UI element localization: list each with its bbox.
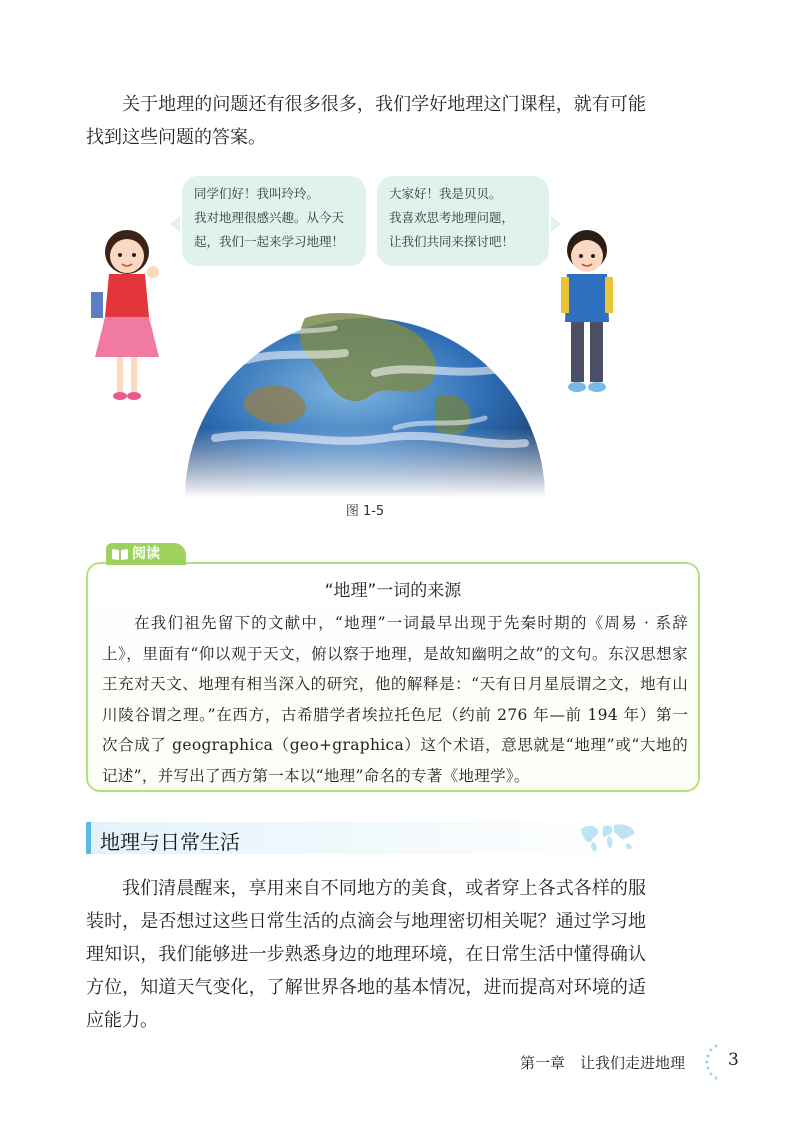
page-number: 3 <box>728 1050 739 1070</box>
reading-tag-label: 阅读 <box>132 546 160 562</box>
section-title: 地理与日常生活 <box>100 830 240 854</box>
bubble-line: 起，我们一起来学习地理！ <box>194 234 345 249</box>
bubble-line: 让我们共同来探讨吧！ <box>389 234 515 249</box>
world-map-icon <box>578 820 638 854</box>
reading-title: “地理”一词的来源 <box>324 581 462 601</box>
girl-illustration <box>87 222 167 412</box>
figure-1-5 <box>85 170 645 530</box>
bubble-line: 大家好！我是贝贝。 <box>389 186 502 201</box>
reading-box <box>86 562 700 792</box>
section-accent-bar <box>86 822 91 854</box>
reading-body: 在我们祖先留下的文献中，“地理”一词最早出现于先秦时期的《周易 · 系辞上》，里面有“仰以观于天文，俯以察于地理，是故知幽明之故”的文句。东汉思想家王充对天文、地理有相当深入的研究，他的解释是：“天有日月星辰谓之文，地有山川陵谷谓之理。”在西方，古希腊学者埃拉托色尼（约前 276 年—前 194 年）第一次合成了 geographica（geo+graphica）这个术语，意思就是“地理”或“大地的记述”，并写出了西方第一本以“地理”命名的专著《地理学》。 <box>102 614 688 785</box>
footer-chapter-title: 第一章 让我们走进地理 <box>520 1054 686 1072</box>
speech-bubble-beibei <box>377 176 549 266</box>
daily-life-paragraph: 我们清晨醒来，享用来自不同地方的美食，或者穿上各式各样的服装时，是否想过这些日常生活的点滴会与地理密切相关呢？通过学习地理知识，我们能够进一步熟悉身边的地理环境，在日常生活中懂得确认方位，知道天气变化，了解世界各地的基本情况，进而提高对环境的适应能力。 <box>86 878 646 1031</box>
boy-illustration <box>547 222 627 412</box>
globe-illustration <box>185 278 545 498</box>
reading-tag <box>106 543 186 565</box>
bubble-line: 我对地理很感兴趣。从今天 <box>194 210 345 225</box>
intro-paragraph: 关于地理的问题还有很多很多，我们学好地理这门课程，就有可能找到这些问题的答案。 <box>86 94 646 148</box>
speech-bubble-lingling <box>182 176 366 266</box>
bubble-line: 同学们好！我叫玲玲。 <box>194 186 320 201</box>
bubble-line: 我喜欢思考地理问题， <box>389 210 515 225</box>
book-icon <box>111 547 129 561</box>
figure-caption: 图 1-5 <box>345 504 385 519</box>
